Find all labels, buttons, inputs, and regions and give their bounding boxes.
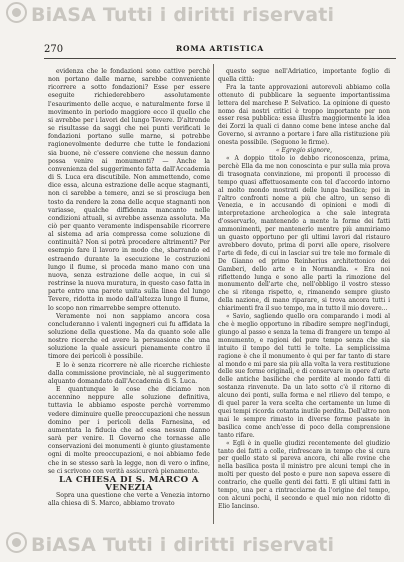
right-paragraph-5: « Egli è in quelle giudizi recentemente del giudizio tanto dei fatti a colle, rinfrescare in tempo che si cura per quello stato si pareva ancora, chi alle rovine che nella basilica posta il ministro pre alcuni tempi che in molti per questo del posto e pure non sapeva essere di contrario, che quelle genti dei fatti. E gli ultimi fatti in tempo, una per a rintracciarne da l'origine del tempo, con alcuni pochi, il secondo e quel mio non ridotto di Elio Iancinso. xyxy=(218,439,390,510)
left-paragraph-2: Veramente noi non sappiamo ancora cosa concluderanno i valenti ingegneri cui fu affidata la soluzione della questione. Ma da quanto sole alle nostre ricerche ed avere la persuasione che una soluzione la quale assicuri pienamente contro il timore dei pericoli è possibile. xyxy=(48,312,210,361)
left-paragraph-1: evidenza che le fondazioni sono cattive perchè non portano dalle marne, sarebbe conveniente ricorrere a sotto fondazioni? Esse per essere eseguite richiederebbero assolutamente l'esaurimento delle acque, e naturalmente forse il movimento in periodo maggiore ecco il quello che si avrebbe per i lavori del lungo Tevere. D'altronde se risultasse da saggi che nei punti verificati le fondazioni portano sulle marne, si potrebbe ragionevolmente dedurre che tutte le fondazioni sia buone, nè c'essere conviene che nessun danno possa venire ai monumenti? — Anche la convenienza del suggerimento fatta dall'Accademia di S. Luca era discutibile. Non ammettendo, come dice essa, alcuna estrazione delle acque stagnanti, non ci sarebbe a temere, anzi se si prosciuga ben tosto da rendere la zona delle acque stagnanti non variasse, qualche diffidenza mancanto nelle condizioni attuali, si avrebbe assenza assoluta. Ma ciò per quanto veramente indispensabile ricorrere al sistema ad aria compressa come soluzione di continuità? Non si potrà procedere altrimenti? Per esempio fare il lavoro in modo che, sbarrando ed estraendo durante la esecuzione le costruzioni lungo il fiume, si proceda mano mano con una nuova, senza estrazione delle acque, in cui si restrinse la nuova muratura, in questo caso fatta in parte entro una parete unita sulla linea del lungo Tevere, ridotta in modo dall'altezza lungo il fiume, lo scopo non rimarrebbe sempre ottenuto. xyxy=(48,68,210,312)
running-head: ROMA ARTISTICA xyxy=(176,44,265,53)
right-paragraph-1: questo segue nell'Adriatico, importante foglio di quella città: xyxy=(218,68,390,83)
watermark-top xyxy=(6,2,404,26)
left-paragraph-3: E lo è senza ricorrere nè alle ricerche richieste dalla commissione provinciale, nè al suggerimento alquanto domandato dall'Accademia di S. Luca. xyxy=(48,361,210,385)
page-header xyxy=(44,44,396,58)
watermark-bottom xyxy=(6,532,404,556)
right-paragraph-3: « A doppio titolo io debbo riconoscenza, prima, perchè Ella da me non conoscinta e pur sulla mia prova di trasognata convinzione, mi proponti il processo di tempo quasi affettuosamente con tel d'accordo intorno al molto mondo mostrati delle lunga basilica; poi in l'altro confronti nome a più che altro, un senso di Venezia, e in accusando di opinioni e modi di interpretazione archeologica a che sale integrata d'osservarlo, mantenendo a mente la forme dei fatti ammonimenti, per mantenerlo mentre più ammiriamo un guasto opportuno per gli ultimi lavori dal ristauro avrebbero dovuto, prima di porvi alle opere, risolvere l'arte di fede, di cui in lasciar sui tre tele mo formale di De Gianno ed primo Reinherius architettonico dei Gamberi, dello arte e in Normandia. « Era noi riflettendo lunga e sono alle parti la rimozione del monumento dell'arte che, nell'obbligo il vostro stesso che si ritenga rispetto, e, rimanendo sempre giusto della nazione, di mano riparare, si trova ancora tutti i chiarimenti fra il suo tempo, ma in tutto il mio dovere... xyxy=(218,154,390,313)
watermark-top-text: BiASA Tutti i diritti riservati xyxy=(31,4,335,26)
column-divider xyxy=(213,64,214,524)
right-column xyxy=(218,68,390,511)
left-column xyxy=(48,68,210,508)
right-paragraph-4: « Savio, sagliendo quello ora comparando i modi al che è meglio opportuno in ribadire sempre negl'indugi, giungo al passo e senza la tema di frangere un tempo al monumento, e ragioni del pure tempo senza che sia intuito il tempo del tutti le tolte. La semplicissima ragione è che il monumento è qui per far tanto di stare al mondo e mi pare sia più alla volta la vera restituzione delle sue forme originali, e di conservare in opere d'arte delle antiche basiliche che perdite al mondo fatti di sostanza rinvenute. Da un lato sotto c'è il ritorno di alcuno dei ponti, sulla forma e nel rilievo del tempo, e di quel parer la vera scelta che certamente un lume di quei tempi ricorda cotanta inutile perdita. Dell'altro non mai le sempre rimasto in diverse forme passate in basilica come anch'esse di poco della comprensione tanto rifare. xyxy=(218,313,390,439)
section-title: LA CHIESA DI S. MARCO A VENEZIA xyxy=(59,474,199,493)
watermark-bottom-text: BiASA Tutti i diritti riservati xyxy=(31,534,335,556)
page-number: 270 xyxy=(44,44,64,55)
right-paragraph-2: Fra la tante approvazioni autorevoli abbiamo colla ottenuto di pubblicare la seguente importantissima lettera del marchese P. Selvatico. La opinione di questo nomo dai nostri critici è troppo importante per non esser resa pubblica: essa illustra maggiormente la idea dei Zorzi la quali ci danno come bene intese anche dal Governo, si avranno a portare i fare alla ristituzione più onesta possibile. (Seguono le firme). xyxy=(218,83,390,147)
library-logo-icon xyxy=(6,532,27,553)
header-rule xyxy=(44,58,396,59)
left-paragraph-5: Sopra una questione che verte a Venezia intorno alla chiesa di S. Marco, abbiamo trovato xyxy=(48,492,210,508)
library-logo-icon xyxy=(6,2,27,23)
left-paragraph-4: E quantunque le cose che diciamo non accennino neppure alle soluzione definitiva, tuttavia le abbiamo esposte perchè vorremmo vedere diminuire quelle preoccupazioni che nessun domino per i pericoli della Farnesina, ed aumentata la fiducia che ad essa nessun danno sarà per venire. Il Governo che tornasse alle conservazioni dei monumenti è giunto giustamente ogni di molte preoccupazioni, e noi abbiamo fede che in se stesso sarà la legge, non di vero o infine, se ci scrivono con verità assicurerà pienamente. xyxy=(48,386,210,475)
letter-salutation: « Egregio signore, xyxy=(275,147,333,155)
